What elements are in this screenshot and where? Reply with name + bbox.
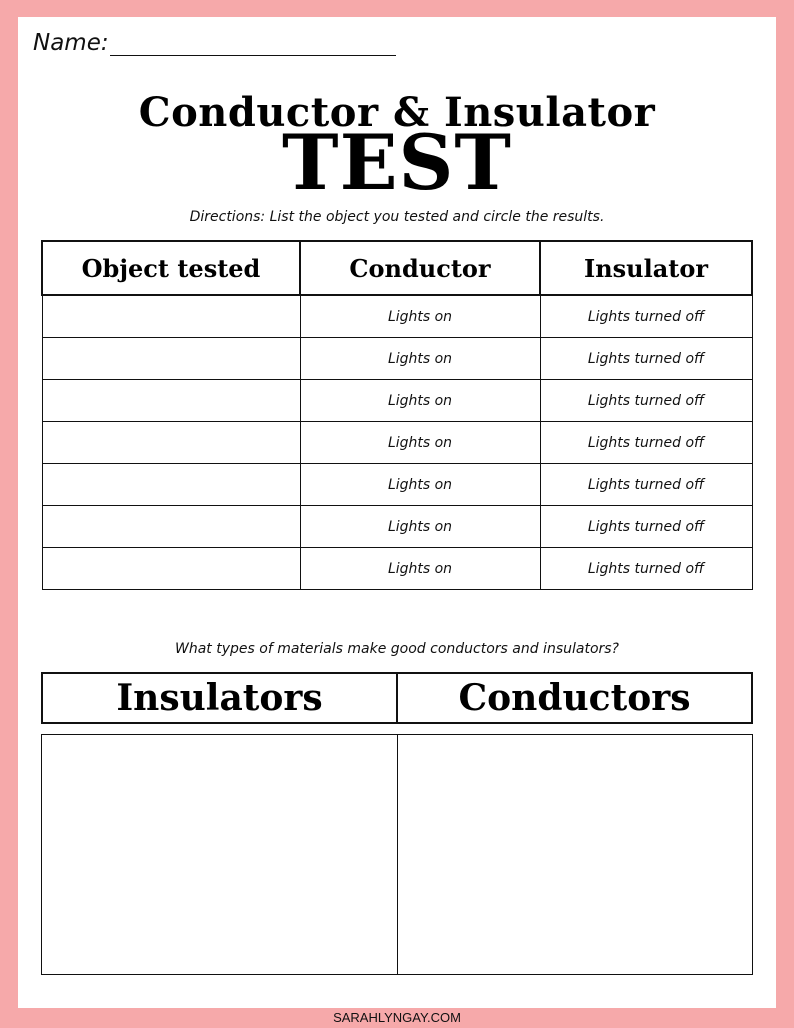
object-cell[interactable] <box>42 338 300 380</box>
conductors-heading: Conductors <box>396 674 751 722</box>
name-row <box>33 29 396 56</box>
site-footer: SARAHLYNGAY.COM <box>333 1010 461 1025</box>
conductor-cell[interactable]: Lights on <box>300 295 540 338</box>
worksheet <box>18 17 776 1008</box>
insulators-answer-box[interactable] <box>42 735 397 974</box>
table-row <box>42 295 752 338</box>
conductor-cell[interactable]: Lights on <box>300 422 540 464</box>
sort-header <box>41 672 753 724</box>
object-cell[interactable] <box>42 380 300 422</box>
conductors-answer-box[interactable] <box>397 735 753 974</box>
table-row <box>42 338 752 380</box>
name-input-line[interactable] <box>110 29 396 56</box>
insulator-cell[interactable]: Lights turned off <box>540 422 752 464</box>
worksheet-title: Conductor & Insulator <box>138 89 656 136</box>
insulator-cell[interactable]: Lights turned off <box>540 506 752 548</box>
insulator-cell[interactable]: Lights turned off <box>540 548 752 590</box>
test-table <box>41 240 753 590</box>
table-row <box>42 506 752 548</box>
header-conductor: Conductor <box>300 241 540 295</box>
table-row <box>42 422 752 464</box>
conductor-cell[interactable]: Lights on <box>300 380 540 422</box>
table-row <box>42 548 752 590</box>
header-object-tested: Object tested <box>42 241 300 295</box>
object-cell[interactable] <box>42 295 300 338</box>
table-header-row <box>42 241 752 295</box>
materials-question: What types of materials make good conductors and insulators? <box>175 641 619 657</box>
table-row <box>42 464 752 506</box>
insulator-cell[interactable]: Lights turned off <box>540 338 752 380</box>
conductor-cell[interactable]: Lights on <box>300 506 540 548</box>
insulator-cell[interactable]: Lights turned off <box>540 295 752 338</box>
conductor-cell[interactable]: Lights on <box>300 548 540 590</box>
object-cell[interactable] <box>42 506 300 548</box>
object-cell[interactable] <box>42 422 300 464</box>
conductor-cell[interactable]: Lights on <box>300 338 540 380</box>
object-cell[interactable] <box>42 464 300 506</box>
table-row <box>42 380 752 422</box>
conductor-cell[interactable]: Lights on <box>300 464 540 506</box>
object-cell[interactable] <box>42 548 300 590</box>
header-insulator: Insulator <box>540 241 752 295</box>
insulator-cell[interactable]: Lights turned off <box>540 464 752 506</box>
worksheet-title-big: TEST <box>282 118 512 207</box>
directions-text: Directions: List the object you tested and circle the results. <box>189 209 605 225</box>
insulator-cell[interactable]: Lights turned off <box>540 380 752 422</box>
sort-answer-area <box>41 734 753 975</box>
insulators-heading: Insulators <box>116 677 323 719</box>
name-label: Name: <box>33 30 109 56</box>
